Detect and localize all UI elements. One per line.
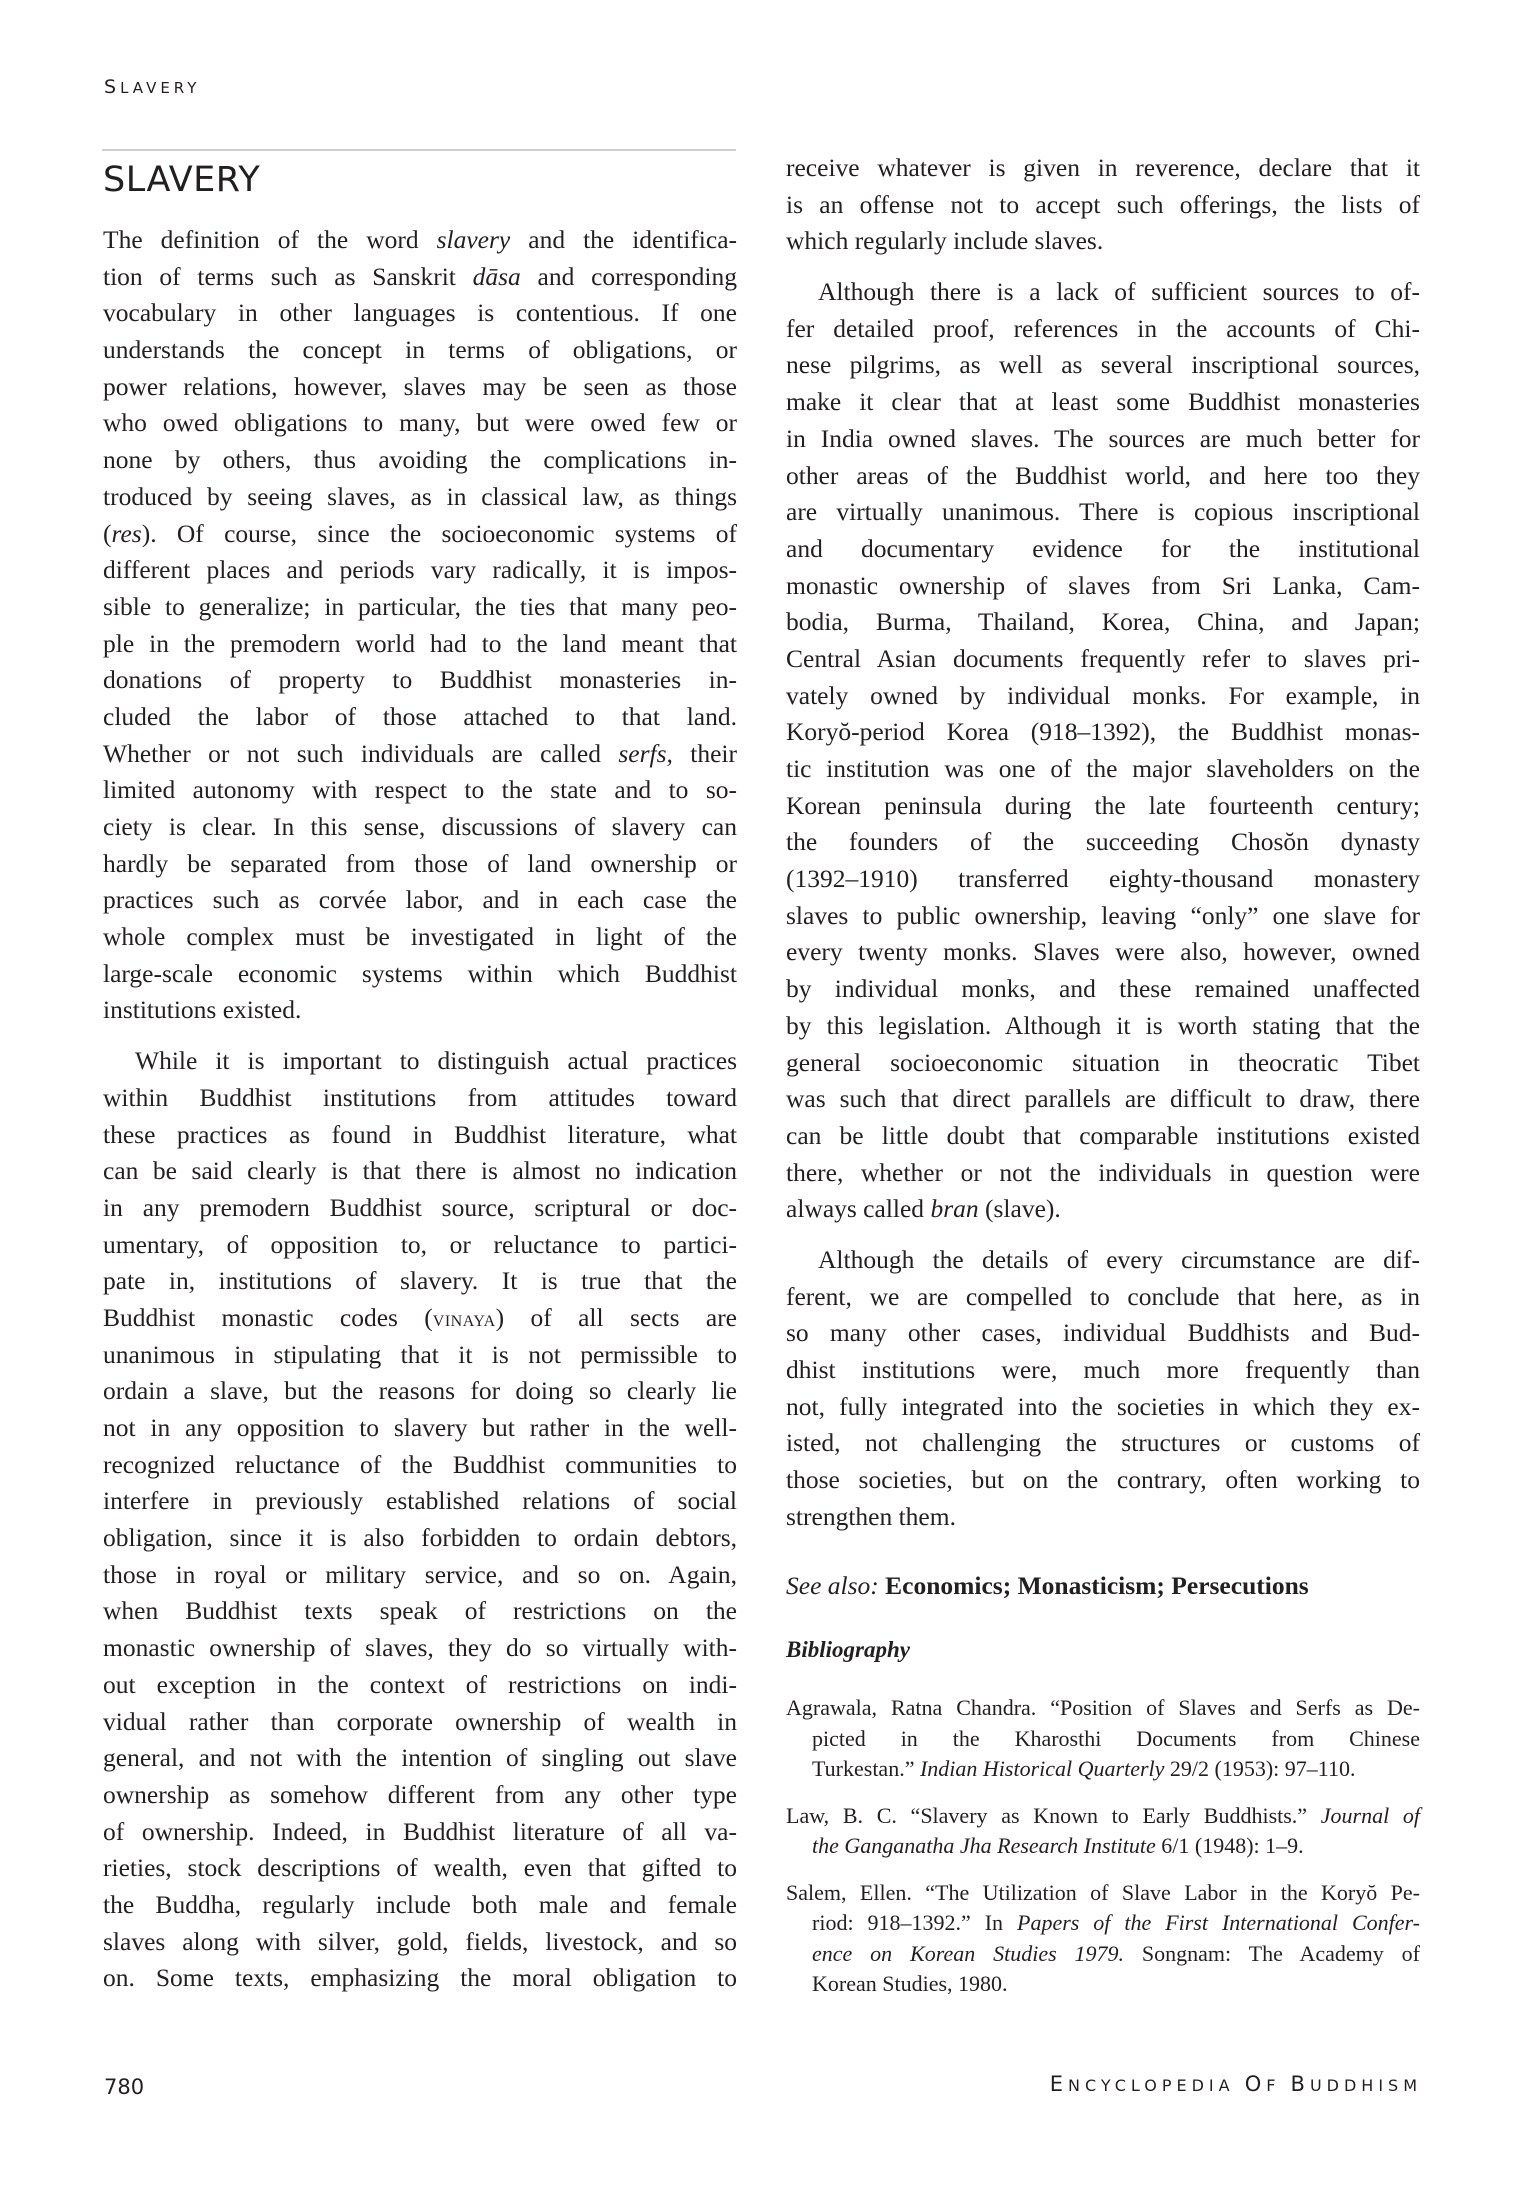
- italic-term: the Ganganatha Jha Research Institute: [812, 1833, 1156, 1858]
- text-line: unanimous in stipulating that it is not permissible to: [103, 1339, 737, 1369]
- text-line: are virtually unanimous. There is copious inscriptional: [786, 497, 1420, 527]
- title-rule: [102, 149, 736, 151]
- text-line: so many other cases, individual Buddhists and Bud-: [786, 1318, 1420, 1348]
- text-line: umentary, of opposition to, or reluctance to partici-: [103, 1229, 737, 1259]
- running-header: [104, 76, 200, 98]
- bibliography-line: ence on Korean Studies 1979. Songnam: The Academy of: [812, 1940, 1420, 1966]
- text-line: cluded the labor of those attached to that land.: [103, 701, 737, 731]
- text-line: Korean peninsula during the late fourteenth century;: [786, 790, 1420, 820]
- text-line: power relations, however, slaves may be seen as those: [103, 371, 737, 401]
- bibliography-line: picted in the Kharosthi Documents from Chinese: [812, 1725, 1420, 1751]
- text-line: whole complex must be investigated in light of the: [103, 922, 737, 952]
- text-line: not, fully integrated into the societies in which they ex-: [786, 1391, 1420, 1421]
- text-line: by this legislation. Although it is worth stating that the: [786, 1010, 1420, 1040]
- text-line: interfere in previously established relations of social: [103, 1486, 737, 1516]
- text-line: dhist institutions were, much more frequently than: [786, 1355, 1420, 1384]
- italic-term: slavery: [436, 225, 511, 254]
- text-line: make it clear that at least some Buddhist monasteries: [786, 387, 1420, 417]
- text-line: troduced by seeing slaves, as in classical law, as things: [103, 481, 737, 511]
- bibliography-line: Turkestan.” Indian Historical Quarterly 29/2 (1953): 97–110.: [812, 1756, 1356, 1781]
- text-line: While it is important to distinguish actual practices: [135, 1046, 737, 1076]
- text-line: the Buddha, regularly include both male and female: [103, 1889, 737, 1919]
- text-line: is an offense not to accept such offerings, the lists of: [786, 189, 1420, 219]
- text-line: limited autonomy with respect to the state and to so-: [103, 775, 737, 805]
- text-line: obligation, since it is also forbidden to ordain debtors,: [103, 1523, 737, 1553]
- text-line: who owed obligations to many, but were owed few or: [103, 408, 737, 438]
- body-paragraph: [103, 1043, 737, 1997]
- bibliography-line: riod: 918–1392.” In Papers of the First International Confer-: [812, 1910, 1420, 1935]
- text-line: hardly be separated from those of land ownership or: [103, 848, 737, 878]
- text-line: (res). Of course, since the socioeconomic systems of: [103, 518, 737, 548]
- text-line: nese pilgrims, as well as several inscriptional sources,: [786, 350, 1420, 380]
- text-line: isted, not challenging the structures or customs of: [786, 1428, 1420, 1458]
- see-also-topics: Economics; Monasticism; Persecutions: [885, 1571, 1309, 1600]
- text-line: Although the details of every circumstance are dif-: [818, 1244, 1420, 1274]
- text-line: general, and not with the intention of singling out slave: [103, 1743, 737, 1773]
- italic-term: ence on Korean Studies 1979.: [812, 1940, 1125, 1966]
- text-line: and documentary evidence for the institutional: [786, 533, 1420, 563]
- see-also-link-persecutions[interactable]: Persecutions: [1171, 1571, 1309, 1600]
- text-line: fer detailed proof, references in the accounts of Chi-: [786, 313, 1420, 343]
- publication-title-text: ENCYCLOPEDIA OF BUDDHISM: [1049, 2072, 1422, 2096]
- text-line: ferent, we are compelled to conclude that here, as in: [786, 1281, 1420, 1311]
- text-line: institutions existed.: [103, 995, 302, 1025]
- text-line: every twenty monks. Slaves were also, however, owned: [786, 937, 1420, 967]
- text-line: Central Asian documents frequently refer to slaves pri-: [786, 643, 1420, 673]
- italic-term: res: [111, 518, 142, 548]
- text-line: strengthen them.: [786, 1501, 956, 1531]
- text-line: different places and periods vary radically, it is impos-: [103, 555, 737, 585]
- text-line: on. Some texts, emphasizing the moral obligation to: [103, 1963, 737, 1993]
- page-number: 780: [104, 2075, 145, 2099]
- text-line: out exception in the context of restrictions on indi-: [103, 1669, 737, 1699]
- bibliography-entry: [786, 1878, 1420, 2000]
- text-line: was such that direct parallels are difficult to draw, there: [786, 1084, 1420, 1114]
- text-line: vidual rather than corporate ownership of wealth in: [103, 1706, 737, 1736]
- text-line: there, whether or not the individuals in question were: [786, 1157, 1420, 1187]
- italic-term: Papers of the First International Confer-: [1017, 1910, 1420, 1935]
- bibliography-line: the Ganganatha Jha Research Institute 6/1 (1948): 1–9.: [812, 1833, 1304, 1858]
- text-line: Although there is a lack of sufficient sources to of-: [818, 277, 1420, 307]
- text-line: not in any opposition to slavery but rather in the well-: [103, 1413, 737, 1442]
- italic-term: dāsa: [472, 261, 521, 291]
- left-column: [103, 222, 737, 1997]
- bibliography-line: Korean Studies, 1980.: [812, 1971, 1008, 1996]
- text-line: monastic ownership of slaves from Sri Lanka, Cam-: [786, 570, 1420, 600]
- text-line: the founders of the succeeding Chosŏn dynasty: [786, 827, 1420, 857]
- text-line: general socioeconomic situation in theocratic Tibet: [786, 1047, 1420, 1077]
- text-line: ownership as somehow different from any other type: [103, 1779, 737, 1809]
- text-line: tic institution was one of the major slaveholders on the: [786, 754, 1420, 783]
- text-line: pate in, institutions of slavery. It is true that the: [103, 1266, 737, 1296]
- text-line: Buddhist monastic codes (vinaya) of all sects are: [103, 1302, 738, 1332]
- see-also-link-monasticism[interactable]: Monasticism: [1017, 1571, 1157, 1600]
- text-line: those societies, but on the contrary, often working to: [786, 1465, 1420, 1495]
- bibliography-line: Law, B. C. “Slavery as Known to Early Buddhists.” Journal of: [786, 1802, 1420, 1828]
- text-line: of ownership. Indeed, in Buddhist literature of all va-: [103, 1816, 737, 1846]
- text-line: vocabulary in other languages is contentious. If one: [103, 298, 737, 328]
- text-line: large-scale economic systems within which Buddhist: [103, 958, 737, 988]
- text-line: none by others, thus avoiding the complications in-: [103, 445, 737, 475]
- body-paragraph: [103, 222, 737, 1029]
- text-line: monastic ownership of slaves, they do so virtually with-: [103, 1633, 737, 1663]
- text-line: donations of property to Buddhist monasteries in-: [103, 665, 737, 695]
- text-line: when Buddhist texts speak of restrictions on the: [103, 1596, 737, 1626]
- italic-term: serfs,: [618, 738, 673, 768]
- body-paragraph: [786, 150, 1420, 260]
- text-line: ordain a slave, but the reasons for doing so clearly lie: [103, 1376, 737, 1406]
- italic-term: bran: [930, 1194, 979, 1224]
- bibliography-entry: [786, 1693, 1420, 1785]
- text-line: in India owned slaves. The sources are much better for: [786, 423, 1420, 453]
- text-line: sible to generalize; in particular, the ties that many peo-: [103, 591, 737, 621]
- text-line: Whether or not such individuals are called serfs, their: [103, 738, 737, 768]
- text-line: by individual monks, and these remained unaffected: [786, 974, 1420, 1004]
- publication-title: [1050, 2072, 1422, 2096]
- text-line: rieties, stock descriptions of wealth, even that gifted to: [103, 1853, 737, 1883]
- body-paragraph: [786, 1242, 1420, 1536]
- text-line: ciety is clear. In this sense, discussions of slavery can: [103, 812, 737, 841]
- right-column: [786, 150, 1420, 1535]
- text-line: slaves along with silver, gold, fields, livestock, and so: [103, 1926, 737, 1956]
- text-line: can be little doubt that comparable institutions existed: [786, 1120, 1420, 1150]
- text-line: always called bran (slave).: [786, 1194, 1061, 1224]
- bibliography-entry: [786, 1801, 1420, 1862]
- text-line: those in royal or military service, and so on. Again,: [103, 1559, 737, 1589]
- see-also-link-economics[interactable]: Economics: [885, 1571, 1003, 1600]
- see-also: [786, 1568, 1420, 1605]
- text-line: The definition of the word slavery and the identifica-: [103, 225, 737, 254]
- text-line: vately owned by individual monks. For example, in: [786, 680, 1420, 710]
- text-line: can be said clearly is that there is almost no indication: [103, 1156, 737, 1186]
- cross-reference-term: vinaya: [432, 1305, 496, 1331]
- bibliography-list: [786, 1693, 1420, 2016]
- text-line: (1392–1910) transferred eighty-thousand monastery: [786, 864, 1420, 894]
- text-line: other areas of the Buddhist world, and here too they: [786, 460, 1420, 490]
- article-title: SLAVERY: [103, 160, 261, 200]
- bibliography-heading: Bibliography: [786, 1637, 910, 1662]
- running-header-text: SLAVERY: [104, 76, 201, 98]
- text-line: slaves to public ownership, leaving “only” one slave for: [786, 900, 1420, 930]
- text-line: these practices as found in Buddhist literature, what: [103, 1119, 737, 1149]
- text-line: ple in the premodern world had to the land meant that: [103, 628, 737, 658]
- text-line: practices such as corvée labor, and in each case the: [103, 885, 737, 915]
- text-line: within Buddhist institutions from attitudes toward: [103, 1082, 737, 1112]
- text-line: in any premodern Buddhist source, scriptural or doc-: [103, 1192, 737, 1222]
- text-line: which regularly include slaves.: [786, 226, 1104, 256]
- italic-term: Journal of: [1320, 1802, 1420, 1828]
- text-line: bodia, Burma, Thailand, Korea, China, and Japan;: [786, 607, 1420, 637]
- bibliography-line: Salem, Ellen. “The Utilization of Slave Labor in the Koryŏ Pe-: [786, 1879, 1420, 1905]
- italic-term: Indian Historical Quarterly: [919, 1756, 1165, 1781]
- see-also-label: See also:: [786, 1571, 879, 1600]
- text-line: recognized reluctance of the Buddhist communities to: [103, 1449, 737, 1479]
- text-line: Koryŏ-period Korea (918–1392), the Buddhist monas-: [786, 717, 1420, 747]
- text-line: tion of terms such as Sanskrit dāsa and corresponding: [103, 261, 737, 291]
- text-line: understands the concept in terms of obligations, or: [103, 335, 737, 365]
- text-line: receive whatever is given in reverence, declare that it: [786, 153, 1420, 182]
- body-paragraph: [786, 274, 1420, 1228]
- bibliography-line: Agrawala, Ratna Chandra. “Position of Slaves and Serfs as De-: [786, 1695, 1420, 1720]
